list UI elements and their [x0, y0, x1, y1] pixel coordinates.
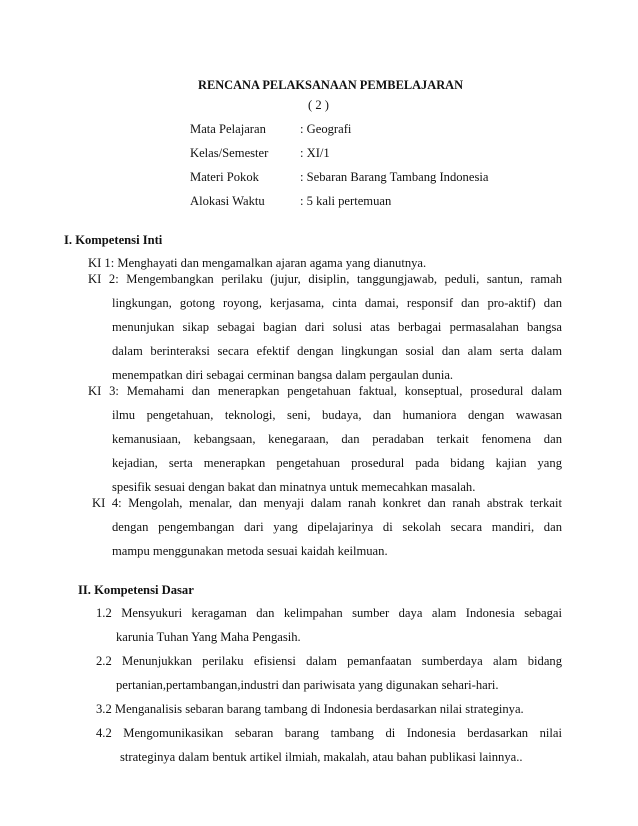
kd-4-2-line-2: strateginya dalam bentuk artikel ilmiah, makalah, atau bahan publikasi lainnya..: [120, 750, 523, 764]
kd-2-2-line-1: 2.2 Menunjukkan perilaku efisiensi dalam pemanfaatan sumberdaya alam bidang: [96, 654, 562, 668]
ki4-line-1: KI 4: Mengolah, menalar, dan menyaji dalam ranah konkret dan ranah abstrak terkait: [92, 496, 562, 510]
ki2-line-1: KI 2: Mengembangkan perilaku (jujur, disiplin, tanggungjawab, peduli, santun, ramah: [88, 272, 562, 286]
meta-value-class: : XI/1: [300, 146, 330, 160]
section-heading-kompetensi-inti: I. Kompetensi Inti: [64, 233, 163, 247]
kd-3-2-line-1: 3.2 Menganalisis sebaran barang tambang di Indonesia berdasarkan nilai strateginya.: [96, 702, 524, 716]
ki4-line-2: dengan pengembangan dari yang dipelajarinya di sekolah secara mandiri, dan: [112, 520, 562, 534]
ki3-line-1: KI 3: Memahami dan menerapkan pengetahuan faktual, konseptual, prosedural dalam: [88, 384, 562, 398]
kd-1-2-line-2: karunia Tuhan Yang Maha Pengasih.: [116, 630, 301, 644]
ki2-line-5: menempatkan diri sebagai cerminan bangsa dalam pergaulan dunia.: [112, 368, 454, 382]
ki3-line-3: kemanusiaan, kebangsaan, kenegaraan, dan peradaban terkait fenomena dan: [112, 432, 562, 446]
document-title: RENCANA PELAKSANAAN PEMBELAJARAN: [198, 78, 464, 92]
meta-label-time: Alokasi Waktu: [190, 194, 265, 208]
meta-value-subject: : Geografi: [300, 122, 352, 136]
ki2-line-2: lingkungan, gotong royong, kerjasama, cinta damai, responsif dan pro-aktif) dan: [112, 296, 562, 310]
meta-label-topic: Materi Pokok: [190, 170, 259, 184]
meta-label-class: Kelas/Semester: [190, 146, 269, 160]
section-heading-kompetensi-dasar: II. Kompetensi Dasar: [78, 583, 194, 597]
kd-4-2-line-1: 4.2 Mengomunikasikan sebaran barang tambang di Indonesia berdasarkan nilai: [96, 726, 562, 740]
ki3-line-5: spesifik sesuai dengan bakat dan minatnya untuk memecahkan masalah.: [112, 480, 476, 494]
ki2-line-3: menunjukan sikap sebagai bagian dari solusi atas berbagai permasalahan bangsa: [112, 320, 562, 334]
meta-value-topic: : Sebaran Barang Tambang Indonesia: [300, 170, 489, 184]
ki3-line-4: kejadian, serta menerapkan pengetahuan prosedural pada bidang kajian yang: [112, 456, 562, 470]
ki4-line-3: mampu menggunakan metoda sesuai kaidah keilmuan.: [112, 544, 388, 558]
kd-1-2-line-1: 1.2 Mensyukuri keragaman dan kelimpahan sumber daya alam Indonesia sebagai: [96, 606, 562, 620]
meta-value-time: : 5 kali pertemuan: [300, 194, 392, 208]
meta-label-subject: Mata Pelajaran: [190, 122, 266, 136]
ki3-line-2: ilmu pengetahuan, teknologi, seni, budaya, dan humaniora dengan wawasan: [112, 408, 562, 422]
kd-2-2-line-2: pertanian,pertambangan,industri dan pariwisata yang digunakan sehari-hari.: [116, 678, 499, 692]
ki2-line-4: dalam berinteraksi secara efektif dengan lingkungan sosial dan alam serta dalam: [112, 344, 562, 358]
document-subtitle: ( 2 ): [308, 98, 329, 112]
ki1-text: KI 1: Menghayati dan mengamalkan ajaran agama yang dianutnya.: [88, 256, 427, 270]
